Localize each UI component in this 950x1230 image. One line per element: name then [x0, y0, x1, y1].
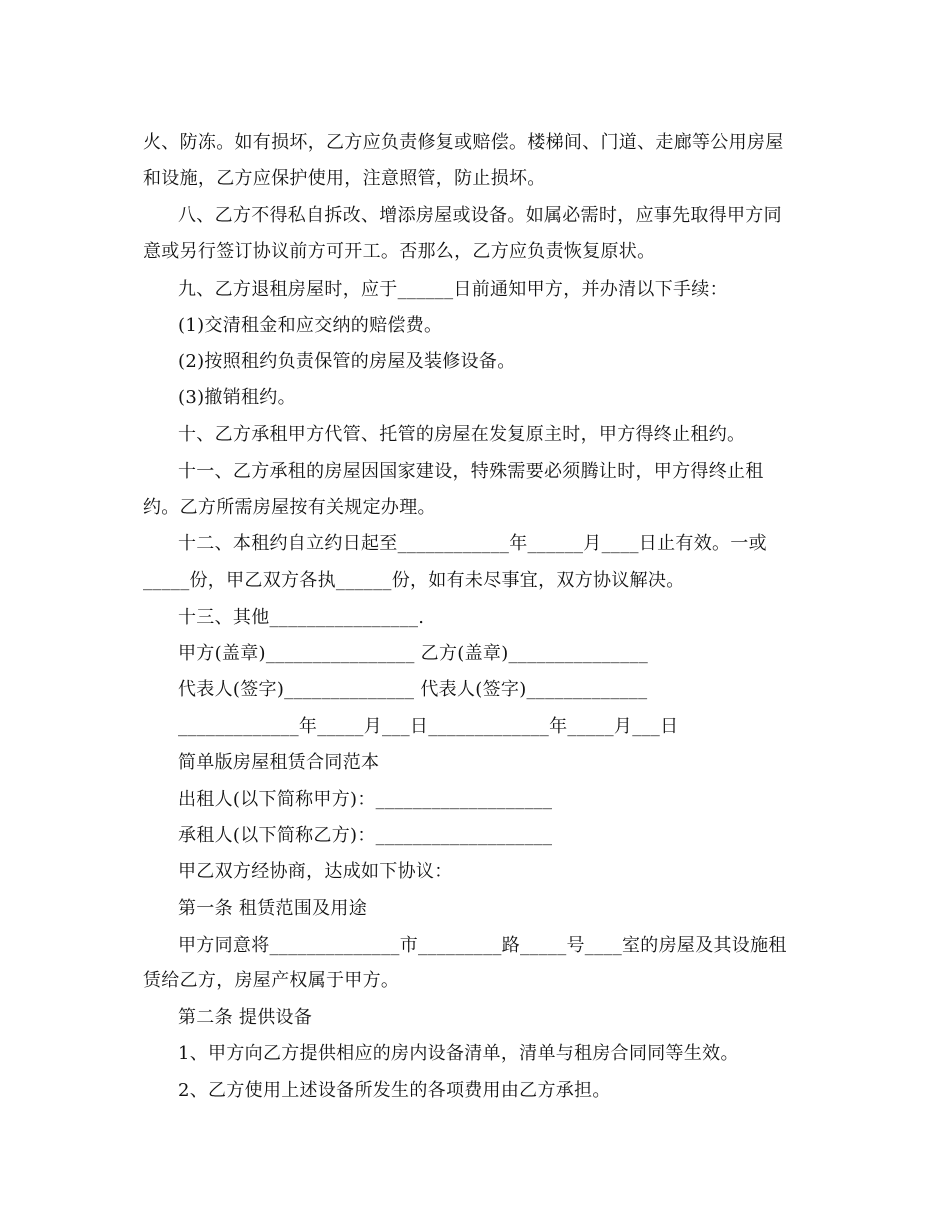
signature-line-party: 甲方(盖章)________________ 乙方(盖章)_______________	[178, 643, 649, 664]
text-line: 意或另行签订协议前方可开工。否那么，乙方应负责恢复原状。	[143, 241, 656, 262]
article-heading: 第一条 租赁范围及用途	[178, 898, 368, 919]
text-line: 十、乙方承租甲方代管、托管的房屋在发复原主时，甲方得终止租约。	[178, 424, 746, 445]
article-heading: 第二条 提供设备	[178, 1007, 313, 1028]
text-line: 赁给乙方，房屋产权属于甲方。	[143, 970, 400, 991]
text-line: (3)撤销租约。	[178, 387, 296, 408]
text-line: 出租人(以下简称甲方)：___________________	[178, 789, 553, 810]
signature-line-representative: 代表人(签字)______________ 代表人(签字)_____________	[178, 679, 648, 700]
text-line: _____份，甲乙双方各执______份，如有未尽事宜，双方协议解决。	[143, 570, 685, 591]
text-line: 八、乙方不得私自拆改、增添房屋或设备。如属必需时，应事先取得甲方同	[178, 205, 782, 226]
text-line: 十二、本租约自立约日起至____________年______月____日止有效。一或	[178, 533, 767, 554]
text-line: 九、乙方退租房屋时，应于______日前通知甲方，并办清以下手续：	[178, 279, 728, 300]
text-line: 火、防冻。如有损坏，乙方应负责修复或赔偿。楼梯间、门道、走廊等公用房屋	[143, 132, 784, 153]
section-title: 简单版房屋租赁合同范本	[178, 752, 380, 773]
text-line: 2、乙方使用上述设备所发生的各项费用由乙方承担。	[178, 1080, 611, 1101]
text-line: 甲乙双方经协商，达成如下协议：	[178, 861, 453, 882]
text-line: 和设施，乙方应保护使用，注意照管，防止损坏。	[143, 168, 546, 189]
text-line: (2)按照租约负责保管的房屋及装修设备。	[178, 351, 516, 372]
text-line: 1、甲方向乙方提供相应的房内设备清单，清单与租房合同同等生效。	[178, 1043, 739, 1064]
text-line: 十一、乙方承租的房屋因国家建设，特殊需要必须腾让时，甲方得终止租	[178, 461, 764, 482]
signature-line-date: _____________年_____月___日_____________年_____月___日	[178, 716, 679, 737]
text-line: 甲方同意将______________市_________路_____号____室的房屋及其设施租	[178, 935, 787, 956]
text-line: 约。乙方所需房屋按有关规定办理。	[143, 497, 436, 518]
text-line: 十三、其他________________.	[178, 607, 425, 628]
text-line: 承租人(以下简称乙方)：___________________	[178, 825, 553, 846]
text-line: (1)交清租金和应交纳的赔偿费。	[178, 315, 443, 336]
